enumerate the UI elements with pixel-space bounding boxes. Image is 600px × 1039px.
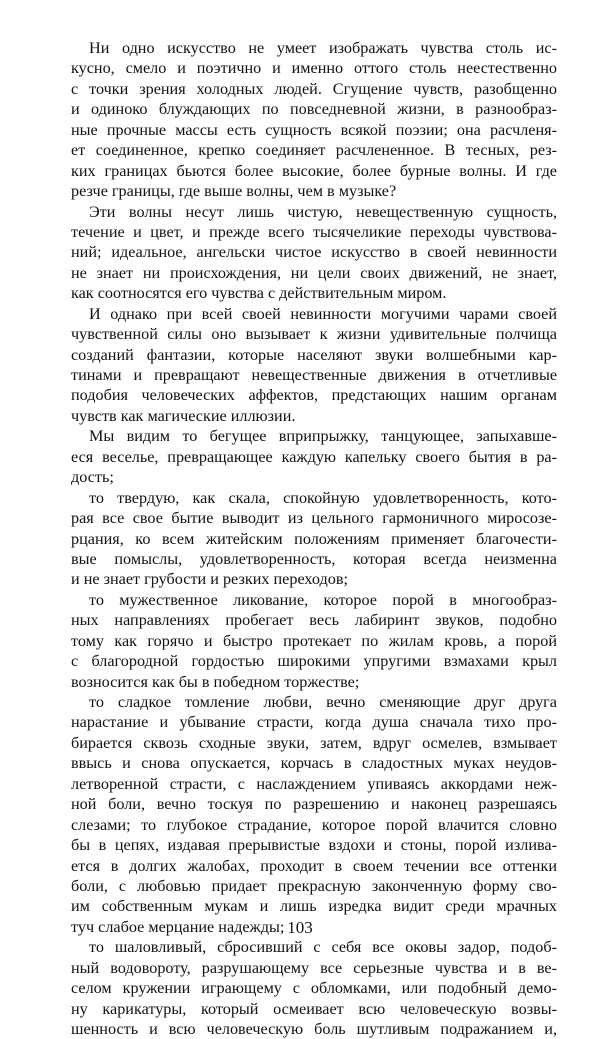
text-line: еся веселье, превращающее каждую капельку своего бытия в ра-: [71, 447, 557, 466]
text-line: ввысь и снова опускается, корчась в сладостных муках неудов-: [71, 754, 557, 773]
page-text: [71, 38, 557, 1039]
text-line: слезами; то глубокое страдание, которое порой влачится словно: [71, 815, 557, 834]
text-line: то твердую, как скала, спокойную удовлетворенность, кото-: [89, 488, 557, 507]
text-line: Мы видим то бегущее вприпрыжку, танцующее, запыхавше-: [89, 427, 557, 446]
text-line: ется в долгих жалобах, проходит в своем течении все оттенки: [71, 856, 557, 875]
text-line: им собственным мукам и лишь изредка видит среди мрачных: [71, 897, 557, 916]
text-line: летворенной страсти, с наслаждением упиваясь аккордами неж-: [71, 774, 557, 793]
text-line: не знает ни происхождения, ни цели своих движений, не знает,: [71, 263, 557, 282]
text-line: с точки зрения холодных людей. Сгущение чувств, разобщенно: [71, 79, 557, 98]
text-line: возносится как бы в победном торжестве;: [71, 672, 360, 691]
text-line: Ни одно искусство не умеет изображать чувства столь ис-: [89, 39, 557, 57]
text-line: ний; идеальное, ангельски чистое искусство в своей невинности: [71, 243, 557, 262]
text-line: бы в цепях, издавая прерывистые вздохи и стоны, порой излива-: [71, 836, 557, 855]
text-line: с благородной гордостью широкими упругими взмахами крыл: [71, 652, 557, 671]
text-line: как соотносятся его чувства с действительным миром.: [71, 284, 447, 303]
text-line: нарастание и убывание страсти, когда душа сначала тихо про-: [71, 713, 557, 732]
text-line: ких границах бьются более высокие, более бурные волны. И где: [71, 161, 557, 180]
text-line: вые помыслы, удовлетворенность, которая всегда неизменна: [71, 549, 557, 568]
text-line: и одиноко блуждающих по повседневной жизни, в разнообраз-: [71, 100, 557, 119]
text-line: рая все свое бытие выводит из цельного гармоничного миросозе-: [71, 509, 557, 528]
text-line: Эти волны несут лишь чистую, невещественную сущность,: [89, 202, 557, 221]
text-line: ный водовороту, разрушающему все серьезные чувства и в ве-: [71, 958, 557, 977]
text-line: течение и цвет, и прежде всего тысячеликие переходы чувствова-: [71, 222, 557, 241]
page-number: 103: [287, 918, 313, 937]
text-line: то мужественное ликование, которое порой в многообраз-: [89, 590, 557, 609]
text-line: то сладкое томление любви, вечно сменяющие друг друга: [89, 693, 557, 711]
text-line: созданий фантазии, которые населяют звуки волшебными кар-: [71, 345, 557, 364]
text-line: ных направлениях пробегает весь лабиринт звуков, подобно: [71, 611, 557, 630]
text-line: дость;: [71, 468, 114, 487]
text-line: ной боли, вечно тоскуя по разрешению и наконец разрешаясь: [71, 795, 557, 814]
text-line: рцания, ко всем житейским положениям применяет благочести-: [71, 529, 557, 548]
text-line: ну карикатуры, который осмеивает всю человеческую возвы-: [71, 999, 557, 1018]
text-line: тому как горячо и быстро протекает по жилам кровь, а порой: [71, 631, 557, 650]
text-line: селом кружении играющему с обломками, или подобный демо-: [71, 979, 557, 998]
text-line: подобия человеческих аффектов, предстающих нашим органам: [71, 386, 557, 405]
text-line: бирается сквозь сходные звуки, затем, вдруг осмелев, взмывает: [71, 733, 557, 752]
text-line: ет соединенное, крепко соединяет расчлененное. В тесных, рез-: [71, 141, 557, 160]
text-line: и не знает грубости и резких переходов;: [71, 570, 348, 589]
text-line: туч слабое мерцание надежды;: [71, 917, 285, 936]
text-line: тинами и превращают невещественные движения в отчетливые: [71, 366, 557, 384]
text-line: резче границы, где выше волны, чем в музыке?: [71, 182, 397, 201]
text-line: кусно, смело и поэтично и именно оттого столь неестественно: [71, 59, 557, 78]
text-line: боли, с любовью придает прекрасную законченную форму сво-: [71, 876, 557, 895]
text-line: то шаловливый, сбросивший с себя все оковы задор, подоб-: [89, 938, 557, 957]
text-line: И однако при всей своей невинности могучими чарами своей: [89, 304, 557, 323]
text-line: ные прочные массы есть сущность всякой поэзии; она расчленя-: [71, 120, 557, 139]
text-line: чувств как магические иллюзии.: [71, 406, 296, 425]
text-line: шенность и всю человеческую боль шутливым подражанием и,: [71, 1020, 557, 1038]
text-line: чувственной силы оно вызывает к жизни удивительные полчища: [71, 325, 557, 344]
